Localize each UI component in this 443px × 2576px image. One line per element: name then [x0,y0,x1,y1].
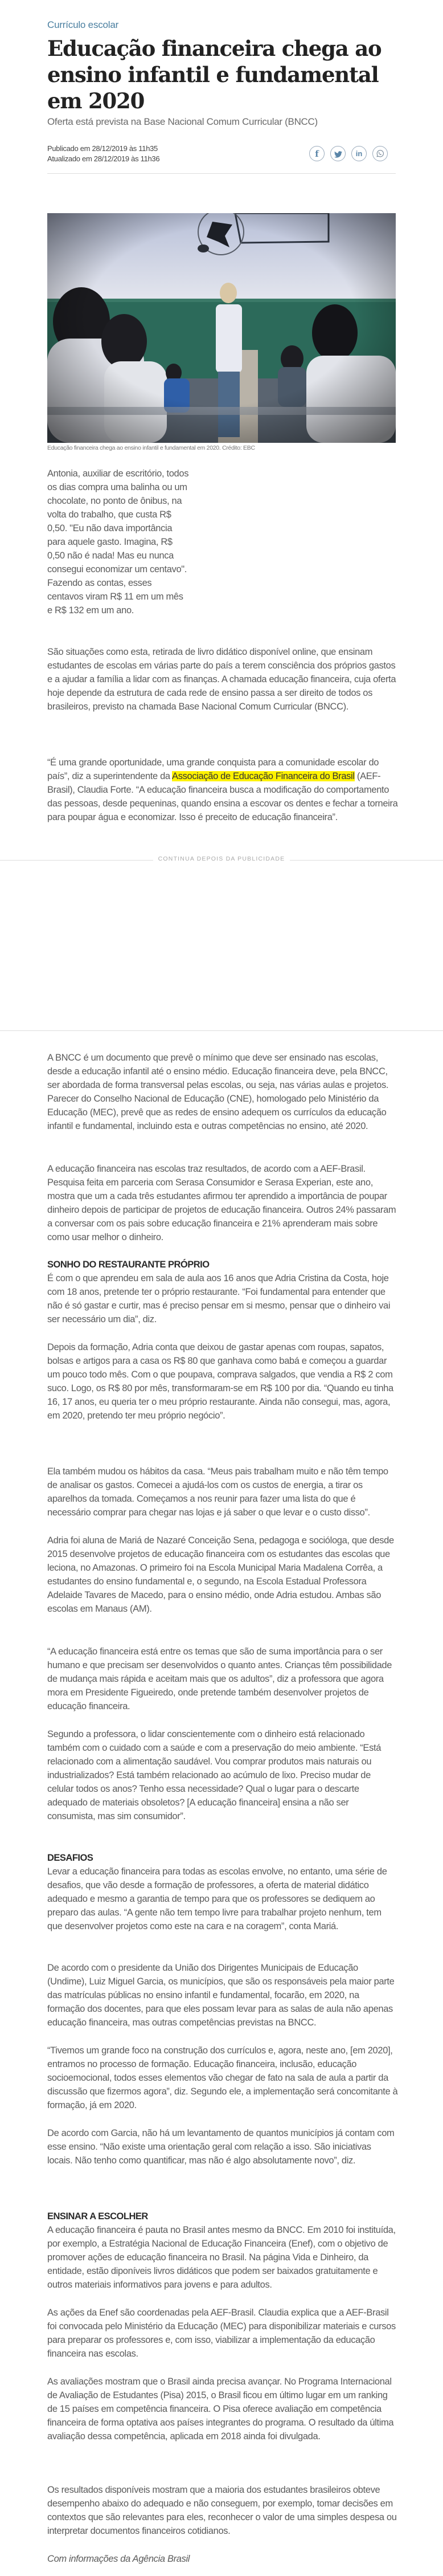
whatsapp-share-button[interactable] [372,146,388,161]
facebook-icon: f [315,148,319,159]
paragraph: É com o que aprendeu em sala de aula aos 16 anos que Adria Cristina da Costa, hoje com 18 anos, pretende ter o próprio restaurante. “Foi fundamental para entender que não é só gastar e curtir, mas é preciso pensar em si mesmo, pensar que o dinheiro vai ser necessário um dia”, diz. [47,1273,391,1324]
paragraph: Levar a educação financeira para todas as escolas envolve, no entanto, uma série de desafios, que vão desde a formação de professores, a oferta de material didático adequado e mesmo a garantia de tempo para que os professores se dediquem ao preparo das aulas. “A gente não tem tempo livre para trabalhar projeto nenhum, tem que desenvolver projetos como este na cara e na coragem”, conta Mariá. [47,1866,387,1931]
ad-label-text: CONTINUA DEPOIS DA PUBLICIDADE [153,855,290,862]
section-heading-ensinar: ENSINAR A ESCOLHER [47,2211,148,2222]
section-heading-sonho: SONHO DO RESTAURANTE PRÓPRIO [47,1260,210,1270]
paragraph: A BNCC é um documento que prevê o mínimo que deve ser ensinado nas escolas, desde a educação infantil até o ensino médio. Educação financeira deve, pela BNCC, ser abordada de forma transversal pelas escolas, ou seja, nas várias aulas e projetos. Parecer do Conselho Nacional de Educação (CNE), homologado pelo Ministério da Educação (MEC), prevê que as redes de ensino adequem os currículos da educação infantil e fundamental, incluindo esta e outras competências no ensino, até 2020. [47,1053,389,1131]
aef-brasil-link[interactable]: Associação de Educação Financeira do Brasil [172,771,355,781]
category-label[interactable]: Currículo escolar [47,19,119,30]
paragraph-quote [47,756,398,824]
paragraph: Adria foi aluna de Mariá de Nazaré Conceição Sena, pedagoga e socióloga, que desde 2015 desenvolve projetos de educação financeira com os estudantes das escolas que leciona, no Amazonas. O primeiro foi na Escola Municipal Maria Madalena Corrêa, a estudantes do ensino fundamental e, o segundo, na Escola Estadual Professora Adelaide Tavares de Macedo, para o ensino médio, onde Adria estudou. Ambas são escolas em Manaus (AM). [47,1535,394,1614]
paragraph: Depois da formação, Adria conta que deixou de gastar apenas com roupas, sapatos, bolsas e artigos para a casa os R$ 80 que ganhava como babá e começou a guardar um pouco todo mês. Com o que poupava, comprava salgados, que vendia a R$ 2 com suco. Logo, os R$ 80 por mês, transformaram-se em R$ 100 por dia. “Quando eu tinha 16, 17 anos, eu queria ter o meu próprio restaurante. Ainda não consegui, mas, agora, em 2020, pretendo ter meu próprio negócio”. [47,1342,393,1421]
paragraph: “Tivemos um grande foco na construção dos currículos e, agora, neste ano, [em 2020], entramos no processo de formação. Educação financeira, inclusão, educação socioemocional, todos esses elementos vão chegar de fato na sala de aula a partir da discussão que fizermos agora”, diz. Segundo ele, a implementação será concomitante à formação, já em 2020. [47,2045,398,2110]
article-meta [47,144,159,164]
photo-caption: Educação financeira chega ao ensino infantil e fundamental em 2020. Crédito: EBC [47,445,255,451]
paragraph: Segundo a professora, o lidar conscientemente com o dinheiro está relacionado também com o cuidado com a saúde e com a preservação do meio ambiente. “Está relacionado com a alimentação saudável. Vou comprar produtos mais naturais ou industrializados? Está também relacionado ao acúmulo de lixo. Preciso mudar de celular todos os anos? Tenho essa necessidade? Qual o lugar para o descarte adequado de materiais obsoletos? [A educação financeira] ensina a não ser consumista, mas sim consumidor”. [47,1729,382,1821]
paragraph: Os resultados disponíveis mostram que a maioria dos estudantes brasileiros obteve desempenho abaixo do adequado e não conseguem, por exemplo, tomar decisões em contextos que são relevantes para eles, reconhecer o valor de uma simples despesa ou interpretar documentos financeiros cotidianos. [47,2485,397,2536]
paragraph: Ela também mudou os hábitos da casa. “Meus pais trabalham muito e não têm tempo de analisar os gastos. Comecei a ajudá-los com os custos de energia, a tirar os aparelhos da tomada. Começamos a nos reunir para fazer uma lista do que é necessário comprar para chegar nas lojas e já saber o que levar e o custo disso”. [47,1466,388,1518]
ad-space [0,867,443,1030]
linkedin-icon: in [355,149,363,158]
paragraph: “A educação financeira está entre os temas que são de suma importância para o ser humano e que precisam ser desenvolvidos o quanto antes. Crianças têm possibilidade de mudança mais rápida e aceitam mais que os adultos”, diz a professora que agora mora em Presidente Figueiredo, onde pretende também desenvolver projetos de educação financeira. [47,1646,392,1711]
ad-bottom-divider [0,1030,443,1031]
published-date: Publicado em 28/12/2019 às 11h35 [47,144,158,153]
paragraph: A educação financeira é pauta no Brasil antes mesmo da BNCC. Em 2010 foi instituída, por exemplo, a Estratégia Nacional de Educação Financeira (Enef), com o objetivo de promover ações de educação financeira no Brasil. Na página Vida e Dinheiro, da entidade, estão diponíveis livros didáticos que podem ser baixados gratuitamente e outros materiais informativos para jovens e para adultos. [47,2225,396,2290]
article-subtitle: Oferta está prevista na Base Nacional Comum Curricular (BNCC) [47,116,318,127]
whatsapp-icon [376,149,384,158]
paragraph: De acordo com Garcia, não há um levantamento de quantos municípios já contam com esse ensino. “Não existe uma orientação geral com relação a isso. São iniciativas locais. Não tenho como quantificar, mas não é algo absolutamente novo”, diz. [47,2128,395,2166]
linkedin-share-button[interactable] [351,146,367,161]
article-title: Educação financeira chega ao ensino infantil e fundamental em 2020 [47,36,382,113]
header-divider [47,173,396,174]
twitter-icon [334,150,342,157]
paragraph: A educação financeira nas escolas traz resultados, de acordo com a AEF-Brasil. Pesquisa feita em parceria com Serasa Consumidor e Serasa Experian, este ano, mostra que um a cada três estudantes afirmou ter aprendido a importância de poupar dinheiro depois de participar de projetos de educação financeira. Outros 24% passaram a conversar com os pais sobre educação financeira e 21% aprenderam mais sobre como usar melhor o dinheiro. [47,1164,396,1242]
twitter-share-button[interactable] [330,146,346,161]
ad-label [0,855,443,866]
paragraph-text: “É uma grande oportunidade, uma grande conquista para a comunidade escolar do país”, diz a superintendente da [47,757,379,781]
paragraph: De acordo com o presidente da União dos Dirigentes Municipais de Educação (Undime), Luiz Miguel Garcia, os municípios, que são os responsáveis pela maior parte das matrículas públicas no ensino infantil e fundamental, focarão, em 2020, na formação dos docentes, para que eles possam levar para as salas de aula não apenas educação financeira, mas outras competências previstas na BNCC. [47,1963,395,2028]
classroom-photo [47,213,396,443]
section-heading-desafios: DESAFIOS [47,1853,93,1863]
paragraph-intro: Antonia, auxiliar de escritório, todos os dias compra uma balinha ou um chocolate, no ponto de ônibus, na volta do trabalho, que custa R$ 0,50. "Eu não dava importância para aquele gasto. Imagina, R$ 0,50 não é nada! Mas eu nunca consegui economizar um centavo". Fazendo as contas, esses centavos viram R$ 11 em um mês e R$ 132 em um ano. [47,468,189,616]
paragraph: São situações como esta, retirada de livro didático disponível online, que ensinam estudantes de escolas em várias parte do país a terem consciência dos próprios gastos e a ajudar a família a lidar com as finanças. A chamada educação financeira, cuja oferta hoje depende da estrutura de cada rede de ensino passa a ser direito de todos os brasileiros, previsto na chamada Base Nacional Comum Curricular (BNCC). [47,647,396,712]
paragraph: As ações da Enef são coordenadas pela AEF-Brasil. Claudia explica que a AEF-Brasil foi convocada pelo Ministério da Educação (MEC) para disponibilizar materiais e cursos para preparar os professores e, com isso, viabilizar a implementação da educação financeira nas escolas. [47,2308,396,2359]
article-photo [47,213,396,443]
facebook-share-button[interactable] [309,146,325,161]
paragraph: As avaliações mostram que o Brasil ainda precisa avançar. No Programa Internacional de Avaliação de Estudantes (Pisa) 2015, o Brasil ficou em último lugar em um ranking de 15 países em competência financeira. O Pisa oferece avaliação em competência financeira de forma optativa aos países integrantes do programa. O resultado da última avaliação dessa competência, aplicada em 2018 ainda foi divulgada. [47,2377,394,2442]
paragraph-text: (AEF-Brasil), Claudia Forte. “A educação financeira busca a modificação do comportamento das pessoas, desde pequeninas, quando ensina a escovar os dentes e fechar a torneira para poupar água e economizar. Isso é preceito de educação financeira”. [47,771,398,822]
updated-date: Atualizado em 28/12/2019 às 11h36 [47,154,160,163]
source-credit: Com informações da Agência Brasil [47,2554,190,2564]
social-share [309,146,388,161]
